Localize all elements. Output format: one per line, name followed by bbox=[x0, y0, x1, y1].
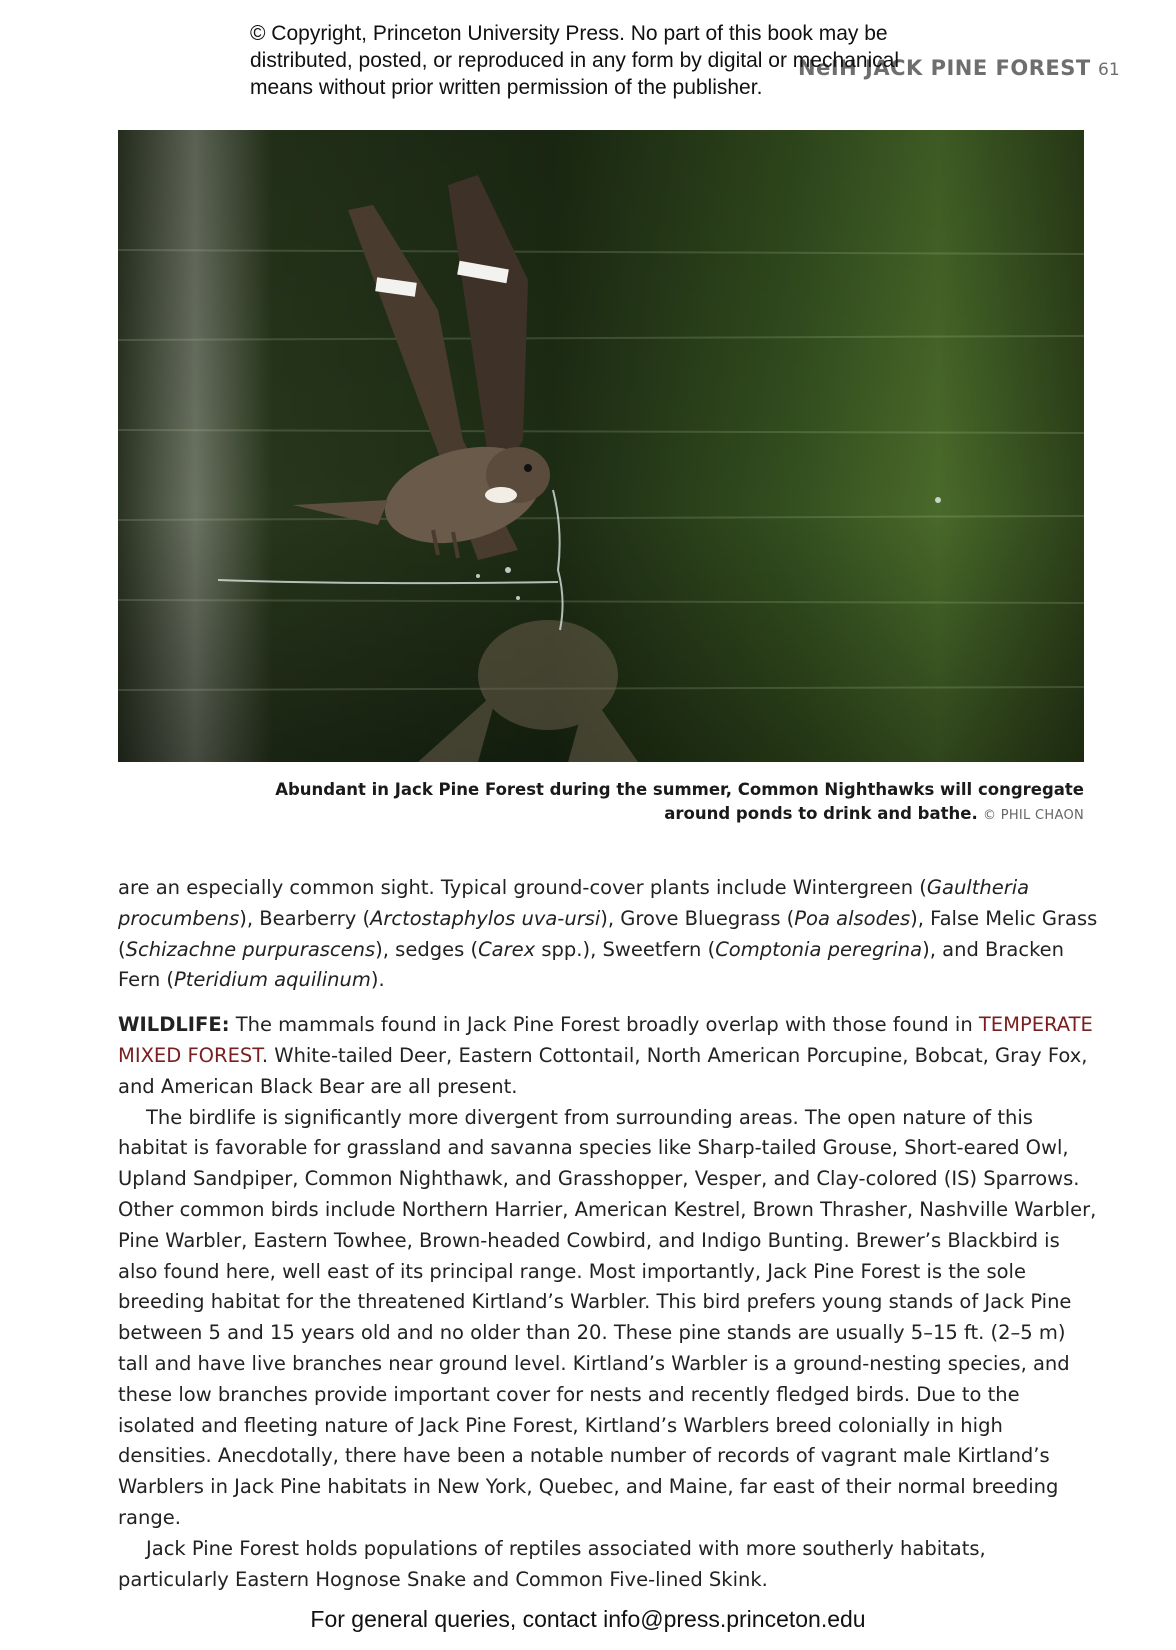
caption-text: Abundant in Jack Pine Forest during the summer, Common Nighthawks will congregate bbox=[275, 780, 1084, 799]
copyright-notice bbox=[250, 20, 950, 101]
paragraph-plants: are an especially common sight. Typical ground-cover plants include Wintergreen (Gaultheria procumbens), Bearberry (Arctostaphylos uva-ursi), Grove Bluegrass (Poa alsodes), False Melic Grass (Schizachne purpurascens), sedges (Carex spp.), Sweetfern (Comptonia peregrina), and Bracken Fern (Pteridium aquilinum). bbox=[118, 876, 1098, 992]
cross-reference-link[interactable]: TEMPERATE MIXED FOREST bbox=[118, 1013, 1093, 1067]
copyright-line: distributed, posted, or reproduced in any form by digital or mechanical bbox=[250, 49, 900, 72]
copyright-line: means without prior written permission of the publisher. bbox=[250, 76, 763, 99]
running-head: NeIH JACK PINE FOREST bbox=[798, 56, 1091, 80]
page-number: 61 bbox=[1098, 60, 1120, 80]
footer-contact: For general queries, contact info@press.princeton.edu bbox=[310, 1606, 866, 1632]
wildlife-heading: WILDLIFE: bbox=[118, 1013, 230, 1037]
paragraph-wildlife: WILDLIFE: The mammals found in Jack Pine Forest broadly overlap with those found in TEMPERATE MIXED FOREST. White-tailed Deer, Eastern Cottontail, North American Porcupine, Bobcat, Gray Fox, and American Black Bear are all present. bbox=[118, 1013, 1093, 1098]
paragraph-reptiles: Jack Pine Forest holds populations of reptiles associated with more southerly habitats, particularly Eastern Hognose Snake and Common Five-lined Skink. bbox=[118, 1536, 986, 1591]
figure-caption bbox=[264, 778, 1084, 828]
photo-credit: © PHIL CHAON bbox=[982, 808, 1084, 823]
copyright-line: © Copyright, Princeton University Press. No part of this book may be bbox=[250, 22, 888, 45]
paragraph-birdlife: The birdlife is significantly more divergent from surrounding areas. The open nature of this habitat is favorable for grassland and savanna species like Sharp-tailed Grouse, Short-eared Owl, Upland Sandpiper, Common Nighthawk, and Grasshopper, Vesper, and Clay-colored (IS) Sparrows. Other common birds include Northern Harrier, American Kestrel, Brown Thrasher, Nashville Warbler, Pine Warbler, Eastern Towhee, Brown-headed Cowbird, and Indigo Bunting. Brewer’s Blackbird is also found here, well east of its principal range. Most importantly, Jack Pine Forest is the sole breeding habitat for the threatened Kirtland’s Warbler. This bird prefers young stands of Jack Pine between 5 and 15 years old and no older than 20. These pine stands are usually 5–15 ft. (2–5 m) tall and have live branches near ground level. Kirtland’s Warbler is a ground-nesting species, and these low branches provide important cover for nests and recently fledged birds. Due to the isolated and fleeting nature of Jack Pine Forest, Kirtland’s Warblers breed colonially in high densities. Anecdotally, there have been a notable number of records of vagrant male Kirtland’s Warblers in Jack Pine habitats in New York, Quebec, and Maine, far east of their normal breeding range. bbox=[118, 1105, 1097, 1529]
body-text bbox=[118, 873, 1098, 1595]
caption-text: around ponds to drink and bathe. bbox=[664, 804, 978, 823]
nighthawk-photo bbox=[118, 130, 1084, 762]
